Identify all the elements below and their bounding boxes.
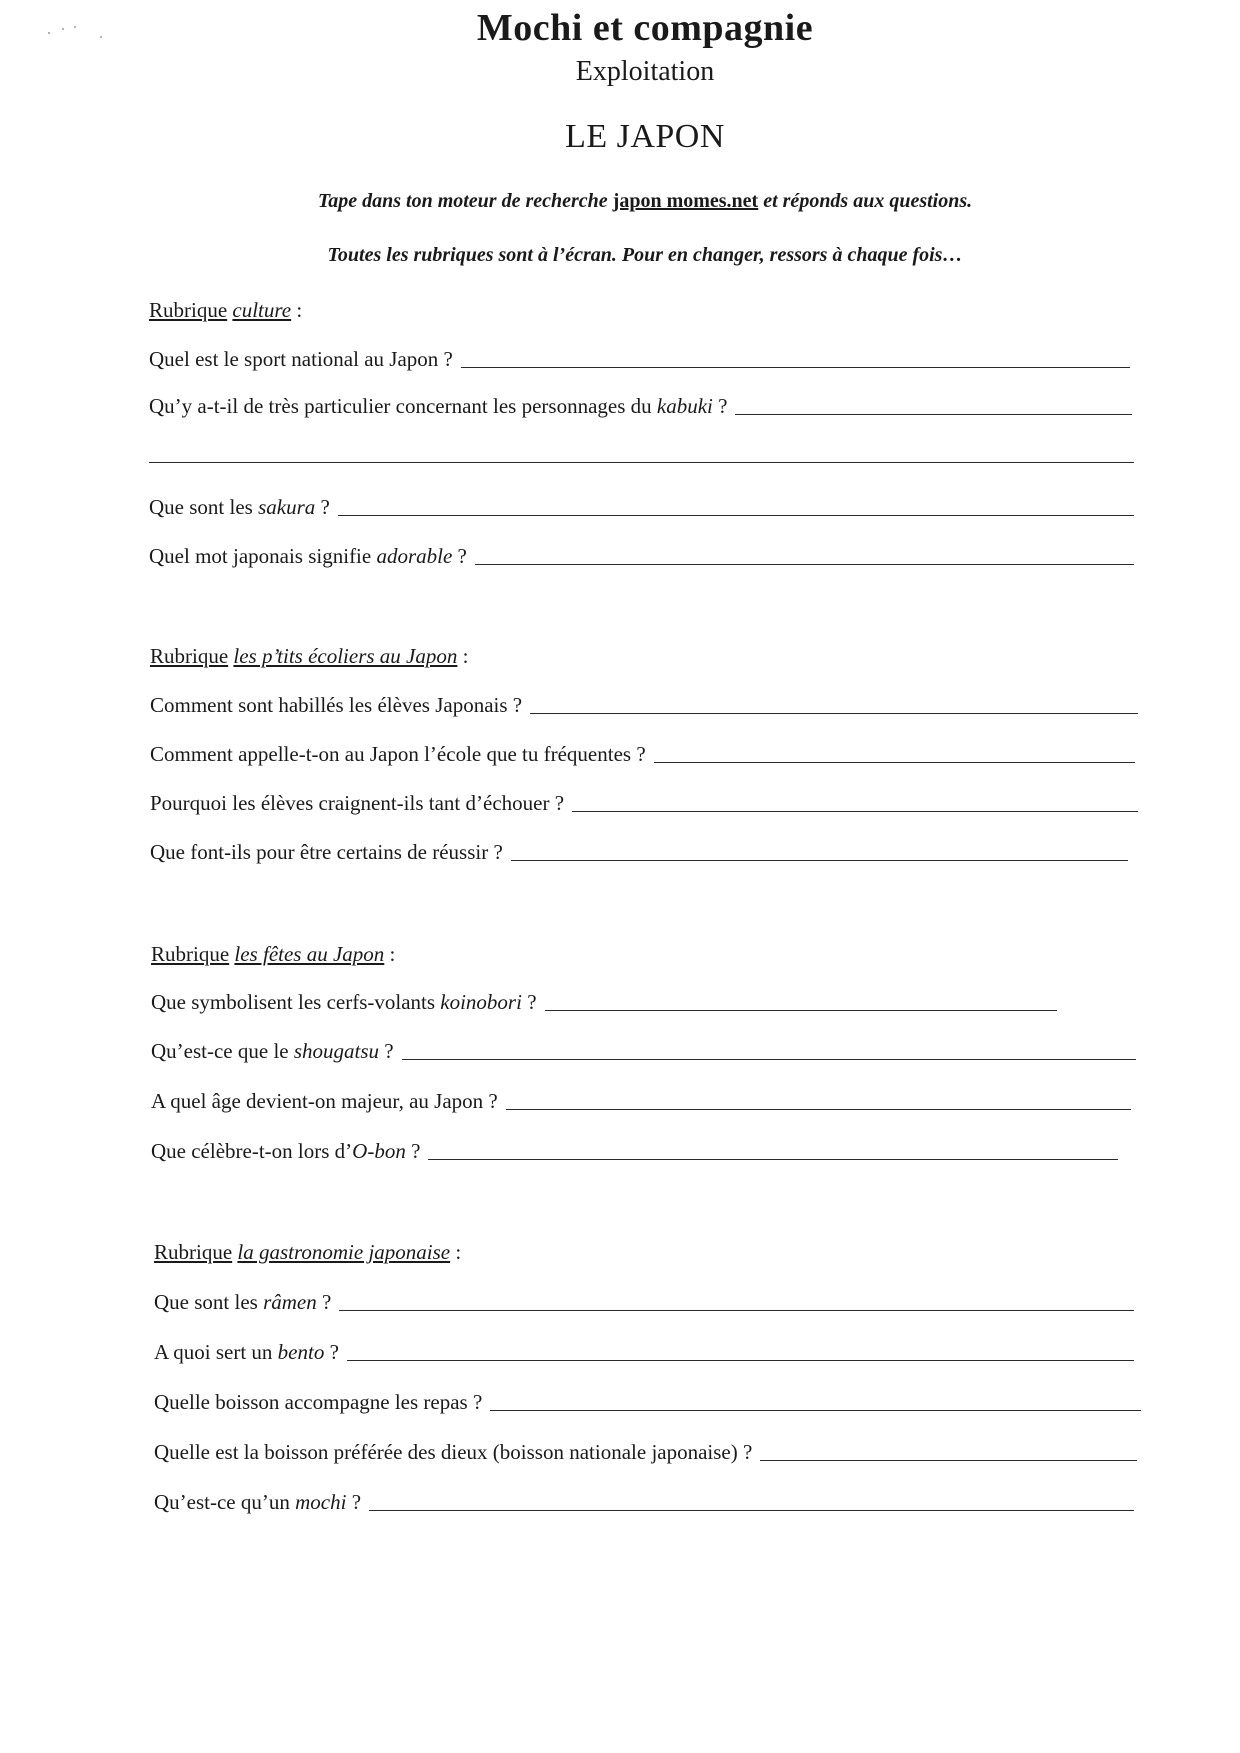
question-row <box>149 394 1132 419</box>
question-keyword: O-bon <box>352 1139 406 1163</box>
instruction-line-1 <box>0 190 1240 213</box>
question-text <box>149 394 727 419</box>
answer-line[interactable] <box>506 1109 1131 1110</box>
question-text <box>154 1340 339 1365</box>
question-text-part: ? <box>521 990 537 1014</box>
question-keyword: mochi <box>295 1490 347 1514</box>
question-text: Quel est le sport national au Japon ? <box>149 347 453 371</box>
question-text-part: Que sont les <box>149 495 259 519</box>
answer-line[interactable] <box>369 1510 1134 1511</box>
question-text: Comment sont habillés les élèves Japonais ? <box>150 693 523 717</box>
question-text <box>149 544 467 569</box>
section-title-fetes <box>151 942 395 967</box>
question-text-part: Qu’y a-t-il de très particulier concernant les personnages du <box>149 394 657 418</box>
question-row <box>154 1490 1134 1515</box>
question-text: A quel âge devient-on majeur, au Japon ? <box>151 1089 498 1113</box>
question-row <box>149 544 1134 569</box>
answer-line[interactable] <box>760 1460 1137 1461</box>
question-text-part: ? <box>324 1340 339 1364</box>
question-keyword: shougatsu <box>293 1039 380 1063</box>
question-row <box>149 495 1134 520</box>
question-row <box>150 840 1128 865</box>
section-suffix: : <box>384 942 396 966</box>
question-keyword: adorable <box>376 544 453 568</box>
question-text-part: Que célèbre-t-on lors d’ <box>151 1139 353 1163</box>
section-name: les fêtes au Japon <box>234 942 385 966</box>
question-text <box>151 990 537 1015</box>
answer-line[interactable] <box>402 1059 1136 1060</box>
section-name: les p’tits écoliers au Japon <box>233 644 458 668</box>
question-row <box>149 347 1130 372</box>
instruction-text: Tape dans ton moteur de recherche <box>317 190 613 212</box>
question-keyword: kabuki <box>656 394 713 418</box>
answer-line[interactable] <box>475 564 1134 565</box>
question-text-part: Que symbolisent les cerfs-volants <box>151 990 441 1014</box>
section-suffix: : <box>450 1240 462 1264</box>
section-name: culture <box>232 298 292 322</box>
question-row <box>151 990 1057 1015</box>
section-prefix: Rubrique <box>150 644 229 668</box>
answer-line-continuation[interactable] <box>149 462 1134 463</box>
section-prefix: Rubrique <box>149 298 228 322</box>
question-keyword: bento <box>277 1340 325 1364</box>
question-text: Quelle est la boisson préférée des dieux (boisson nationale japonaise) ? <box>154 1440 753 1464</box>
question-keyword: sakura <box>258 495 316 519</box>
question-row <box>154 1390 1141 1415</box>
question-row <box>151 1089 1131 1114</box>
question-row <box>154 1290 1134 1315</box>
question-text <box>149 495 330 520</box>
question-row <box>151 1039 1136 1064</box>
section-title-gastronomie <box>154 1240 461 1265</box>
answer-line[interactable] <box>735 414 1132 415</box>
topic-heading: LE JAPON <box>565 118 725 155</box>
answer-line[interactable] <box>339 1310 1134 1311</box>
question-keyword: râmen <box>263 1290 317 1314</box>
question-row <box>151 1139 1118 1164</box>
question-text-part: Quel mot japonais signifie <box>149 544 377 568</box>
section-title-ecoliers <box>150 644 468 669</box>
instruction-line-2: Toutes les rubriques sont à l’écran. Pour en changer, ressors à chaque fois… <box>327 244 963 266</box>
page-subtitle: Exploitation <box>575 56 715 87</box>
section-prefix: Rubrique <box>154 1240 233 1264</box>
answer-line[interactable] <box>511 860 1128 861</box>
question-text: Pourquoi les élèves craignent-ils tant d’échouer ? <box>150 791 565 815</box>
answer-line[interactable] <box>490 1410 1141 1411</box>
question-text-part: ? <box>452 544 467 568</box>
question-text-part: ? <box>316 1290 332 1314</box>
page-title: Mochi et compagnie <box>476 7 814 49</box>
question-text-part: A quoi sert un <box>154 1340 278 1364</box>
question-text-part: Qu’est-ce que le <box>151 1039 294 1063</box>
question-row <box>154 1340 1134 1365</box>
question-row <box>150 742 1135 767</box>
answer-line[interactable] <box>654 762 1135 763</box>
question-text-part: ? <box>712 394 728 418</box>
answer-line[interactable] <box>347 1360 1134 1361</box>
question-text: Quelle boisson accompagne les repas ? <box>154 1390 483 1414</box>
question-text <box>151 1039 394 1064</box>
question-keyword: koinobori <box>440 990 522 1014</box>
section-suffix: : <box>291 298 303 322</box>
question-text-part: Qu’est-ce qu’un <box>154 1490 296 1514</box>
question-text <box>154 1290 331 1315</box>
question-row <box>150 693 1138 718</box>
website-reference: japon momes.net <box>612 190 759 212</box>
section-suffix: : <box>457 644 469 668</box>
instruction-text: et réponds aux questions. <box>758 190 973 212</box>
answer-line[interactable] <box>545 1010 1057 1011</box>
question-text-part: ? <box>346 1490 362 1514</box>
answer-line[interactable] <box>572 811 1138 812</box>
question-text <box>154 1490 361 1515</box>
question-text-part: ? <box>315 495 330 519</box>
question-row <box>150 791 1138 816</box>
answer-line[interactable] <box>530 713 1138 714</box>
question-text <box>151 1139 420 1164</box>
answer-line[interactable] <box>461 367 1130 368</box>
question-row <box>154 1440 1137 1465</box>
section-prefix: Rubrique <box>151 942 230 966</box>
question-text: Que font-ils pour être certains de réussir ? <box>150 840 503 864</box>
question-text: Comment appelle-t-on au Japon l’école que tu fréquentes ? <box>150 742 646 766</box>
section-name: la gastronomie japonaise <box>237 1240 451 1264</box>
question-text-part: ? <box>379 1039 394 1063</box>
answer-line[interactable] <box>428 1159 1118 1160</box>
question-text-part: ? <box>405 1139 421 1163</box>
answer-line[interactable] <box>338 515 1134 516</box>
question-text-part: Que sont les <box>154 1290 264 1314</box>
section-title-culture <box>149 298 302 323</box>
